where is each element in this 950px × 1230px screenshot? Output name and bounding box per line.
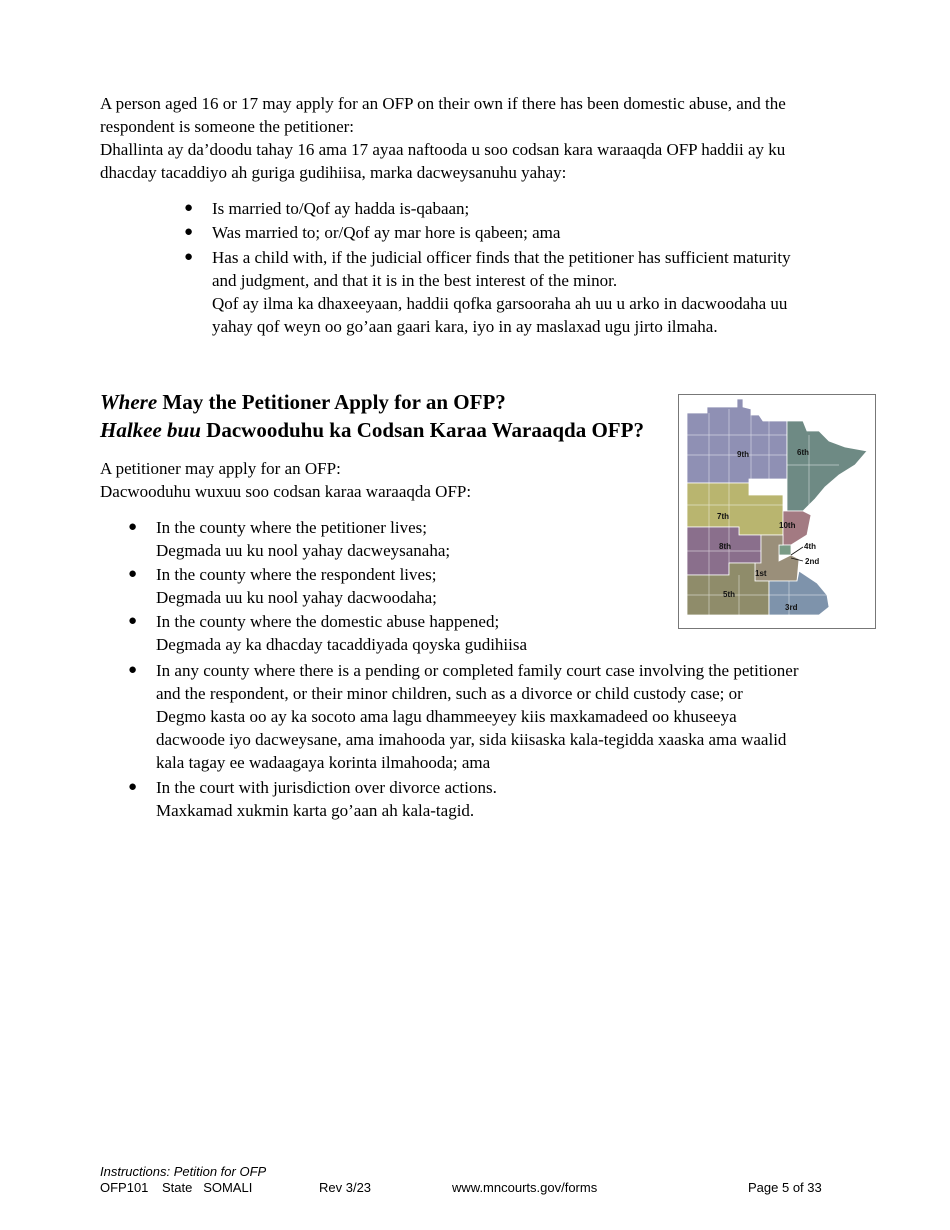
list-item-text: and judgment, and that it is in the best interest of the minor. <box>212 271 618 290</box>
district-9-region <box>687 399 787 483</box>
intro-so-line-2: dhacday tacaddiyo ah guriga gudihiisa, marka dacweysanuhu yahay: <box>100 163 567 182</box>
list-item-text: In the county where the respondent lives; <box>156 565 437 584</box>
bullet-icon: ● <box>184 224 194 240</box>
intro-so-line-1: Dhallinta ay da’doodu tahay 16 ama 17 ayaa naftooda u soo codsan kara waraaqda OFP haddii ay ku <box>100 140 786 159</box>
footer-rev: Rev 3/23 <box>319 1180 372 1195</box>
heading-en <box>100 388 670 416</box>
footer-doc-title <box>100 1164 266 1180</box>
list-item-text: In the county where the domestic abuse happened; <box>156 612 500 631</box>
footer-doc-title-text: Instructions: Petition for OFP <box>100 1164 267 1179</box>
footer-url[interactable]: www.mncourts.gov/forms <box>452 1180 598 1195</box>
list-item-text: and the respondent, or their minor children, such as a divorce or child custody case; or <box>156 684 743 703</box>
list-item-text: Degmada uu ku nool yahay dacwoodaha; <box>156 588 437 607</box>
district-label: 8th <box>719 542 731 551</box>
footer-page-number: Page 5 of 33 <box>748 1180 822 1195</box>
list-item-text: Degmada ay ka dhacday tacaddiyada qoyska gudihiisa <box>156 635 528 654</box>
list-item-text: Degmada uu ku nool yahay dacweysanaha; <box>156 541 451 560</box>
list-item-text: Maxkamad xukmin karta go’aan ah kala-tagid. <box>156 801 475 820</box>
where-intro-so: Dacwooduhu wuxuu soo codsan karaa waraaqda OFP: <box>100 482 472 501</box>
section-heading <box>100 388 670 444</box>
intro-paragraph <box>100 92 860 184</box>
list-item-text: dacwoode iyo dacweysane, ama imahooda yar, sida kiisaska kala-tegidda xaaska ama waalid <box>156 730 787 749</box>
bullet-icon: ● <box>184 249 194 265</box>
list-item-text: In the court with jurisdiction over divorce actions. <box>156 778 497 797</box>
list-item-text: Has a child with, if the judicial officer finds that the petitioner has sufficient maturity <box>212 248 791 267</box>
list-item-text: In the county where the petitioner lives; <box>156 518 427 537</box>
where-intro <box>100 457 660 503</box>
district-2-region <box>779 545 791 555</box>
district-label: 10th <box>779 521 796 530</box>
list-item-text: Was married to; or/Qof ay mar hore is qabeen; ama <box>212 223 561 242</box>
where-intro-en: A petitioner may apply for an OFP: <box>100 459 341 478</box>
list-item-text: Degmo kasta oo ay ka socoto ama lagu dhammeeyey kiis maxkamadeed oo khuseeya <box>156 707 737 726</box>
list-item-text: In any county where there is a pending or completed family court case involving the petitioner <box>156 661 799 680</box>
list-item-text: Qof ay ilma ka dhaxeeyaan, haddii qofka garsooraha ah uu u arko in dacwoodaha uu <box>212 294 788 313</box>
district-label: 5th <box>723 590 735 599</box>
footer-form-id: OFP101 <box>100 1180 149 1195</box>
heading-en-italic: Where <box>100 390 158 414</box>
bullet-icon: ● <box>184 200 194 216</box>
list-item-text: yahay qof weyn oo go’aan gaari kara, iyo in ay maslaxad ugu jirto ilmaha. <box>212 317 718 336</box>
footer-state-lang: State SOMALI <box>162 1180 253 1195</box>
heading-so-rest: Dacwooduhu ka Codsan Karaa Waraaqda OFP? <box>200 418 644 442</box>
intro-en-line-1: A person aged 16 or 17 may apply for an OFP on their own if there has been domestic abuse, and the <box>100 94 786 113</box>
list-item-text: Is married to/Qof ay hadda is-qabaan; <box>212 199 470 218</box>
district-label: 9th <box>737 450 749 459</box>
district-label: 6th <box>797 448 809 457</box>
minnesota-map-icon <box>679 395 875 628</box>
judicial-district-map <box>678 394 876 629</box>
bullet-icon: ● <box>128 613 138 629</box>
district-6-region <box>787 421 867 511</box>
bullet-icon: ● <box>128 779 138 795</box>
bullet-icon: ● <box>128 662 138 678</box>
heading-en-rest: May the Petitioner Apply for an OFP? <box>157 390 506 414</box>
district-label: 7th <box>717 512 729 521</box>
heading-so-italic: Halkee buu <box>100 418 201 442</box>
intro-en-line-2: respondent is someone the petitioner: <box>100 117 354 136</box>
district-label: 1st <box>755 569 767 578</box>
bullet-icon: ● <box>128 566 138 582</box>
district-label: 4th <box>804 542 816 551</box>
list-item-text: kala tagay ee wadaagaya korinta ilmahooda; ama <box>156 753 491 772</box>
bullet-icon: ● <box>128 519 138 535</box>
district-label: 2nd <box>805 557 820 566</box>
heading-so <box>100 416 670 444</box>
district-label: 3rd <box>785 603 798 612</box>
